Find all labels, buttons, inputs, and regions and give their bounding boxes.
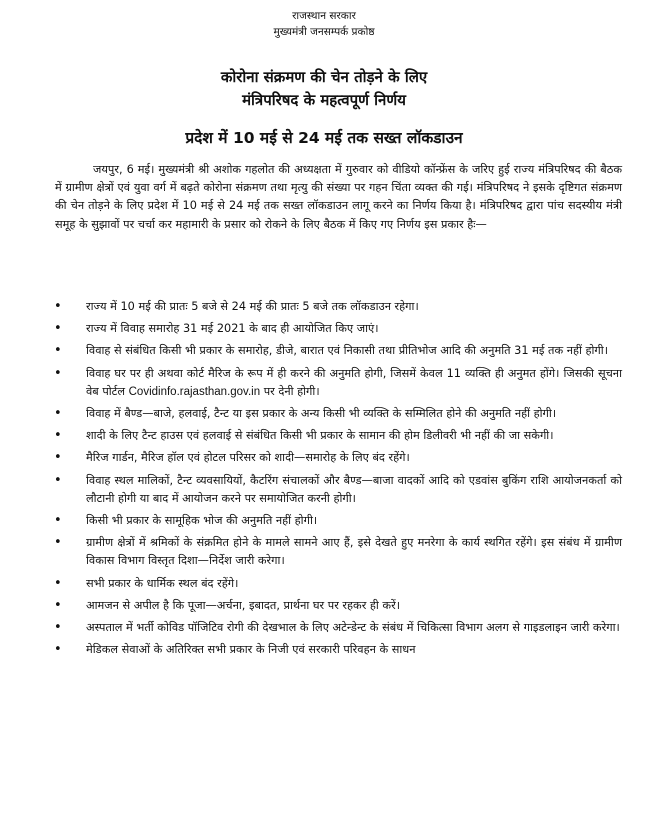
list-item: • विवाह से संबंधित किसी भी प्रकार के समारोह, डीजे, बारात एवं निकासी तथा प्रीतिभोज आदि की अनुमति 31 मई तक नहीं होगी। (82, 342, 622, 360)
list-item: • मैरिज गार्डन, मैरिज हॉल एवं होटल परिसर को शादी—समारोह के लिए बंद रहेंगे। (82, 449, 622, 467)
list-item: • विवाह स्थल मालिकों, टैन्ट व्यवसायियों, कैटरिंग संचालकों और बैण्ड—बाजा वादकों आदि को एडवांस बुकिंग राशि आयोजनकर्ता को लौटानी होगी या बाद में आयोजन करने पर समायोजित करनी होगी। (82, 472, 622, 508)
list-item: • विवाह में बैण्ड—बाजे, हलवाई, टैन्ट या इस प्रकार के अन्य किसी भी व्यक्ति के सम्मिलित होने की अनुमति नहीं होगी। (82, 405, 622, 423)
list-item: • किसी भी प्रकार के सामूहिक भोज की अनुमति नहीं होगी। (82, 512, 622, 530)
government-name: राजस्थान सरकार (292, 10, 356, 22)
intro-paragraph: जयपुर, 6 मई। मुख्यमंत्री श्री अशोक गहलोत की अध्यक्षता में गुरुवार को वीडियो कॉन्फ्रेंस के जरिए हुई राज्य मंत्रिपरिषद की बैठक में ग्रामीण क्षेत्रों एवं युवा वर्ग में बढ़ते कोरोना संक्रमण तथा मृत्यु की संख्या पर गहन चिंता व्यक्त की गई। मंत्रिपरिषद ने इसके दृष्टिगत संक्रमण की चेन तोड़ने के लिए प्रदेश में 10 मई से 24 मई तक सख्त लॉकडाउन लागू करने का निर्णय किया है। मंत्रिपरिषद द्वारा पांच सदस्यीय मंत्री समूह के सुझावों पर चर्चा कर महामारी के प्रसार को रोकने के लिए बैठक में किए गए निर्णय इस प्रकार हैः— (55, 163, 622, 231)
list-item: • राज्य में 10 मई की प्रातः 5 बजे से 24 मई की प्रातः 5 बजे तक लॉकडाउन रहेगा। (82, 298, 622, 316)
release-title (0, 66, 648, 112)
list-item (82, 365, 622, 401)
title-line-2: मंत्रिपरिषद के महत्वपूर्ण निर्णय (242, 91, 406, 109)
letterhead (0, 8, 648, 40)
release-subtitle: प्रदेश में 10 मई से 24 मई तक सख्त लॉकडाउन (185, 129, 463, 147)
list-item: • ग्रामीण क्षेत्रों में श्रमिकों के संक्रमित होने के मामले सामने आए हैं, इसे देखते हुए मनरेगा के कार्य स्थगित रहेंगे। इस संबंध में ग्रामीण विकास विभाग विस्तृत दिशा—निर्देश जारी करेगा। (82, 534, 622, 570)
list-item: • अस्पताल में भर्ती कोविड पॉजिटिव रोगी की देखभाल के लिए अटेन्डेन्ट के संबंध में चिकित्सा विभाग अलग से गाइडलाइन जारी करेगा। (82, 619, 622, 637)
list-item-tail: पर देनी होगी। (263, 384, 320, 398)
list-item-text: विवाह घर पर ही अथवा कोर्ट मैरिज के रूप में ही करने की अनुमति होगी, जिसमें केवल 11 व्यक्ति ही अनुमत होंगे। जिसकी सूचना वेब पोर्टल (86, 366, 622, 398)
list-item: • मेडिकल सेवाओं के अतिरिक्त सभी प्रकार के निजी एवं सरकारी परिवहन के साधन (82, 641, 622, 659)
list-item: • राज्य में विवाह समारोह 31 मई 2021 के बाद ही आयोजित किए जाएं। (82, 320, 622, 338)
list-item: • सभी प्रकार के धार्मिक स्थल बंद रहेंगे। (82, 575, 622, 593)
office-name: मुख्यमंत्री जनसम्पर्क प्रकोष्ठ (273, 26, 375, 38)
list-item: • आमजन से अपील है कि पूजा—अर्चना, इबादत, प्रार्थना घर पर रहकर ही करें। (82, 597, 622, 615)
portal-url: Covidinfo.rajasthan.gov.in (128, 385, 261, 398)
decisions-list (82, 298, 622, 663)
list-item: • शादी के लिए टैन्ट हाउस एवं हलवाई से संबंधित किसी भी प्रकार के सामान की होम डिलीवरी भी नहीं की जा सकेगी। (82, 427, 622, 445)
title-line-1: कोरोना संक्रमण की चेन तोड़ने के लिए (220, 68, 428, 86)
